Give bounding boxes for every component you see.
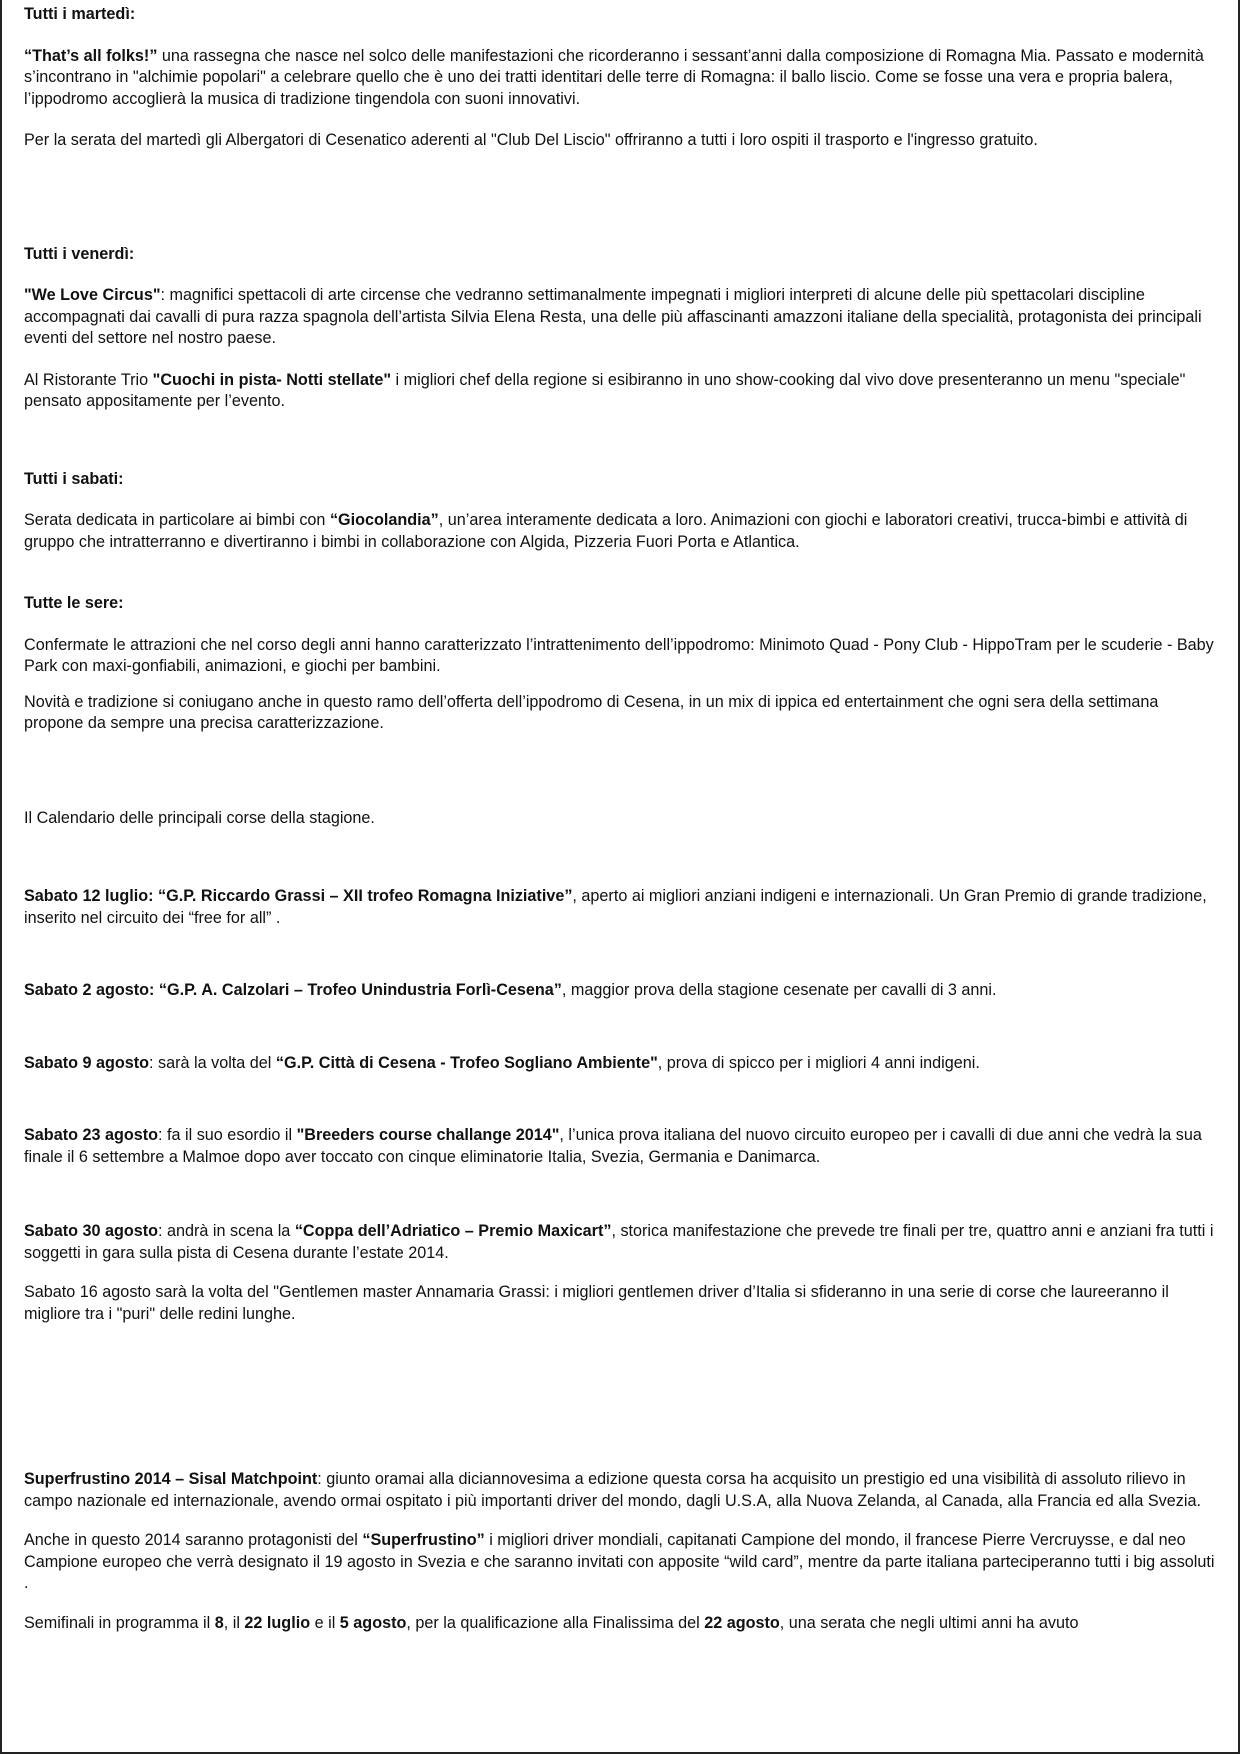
calendar-heading: Il Calendario delle principali corse della stagione.	[24, 808, 375, 827]
event-title: "Cuochi in pista- Notti stellate"	[152, 370, 392, 389]
paragraph-sere-2: Novità e tradizione si coniugano anche in questo ramo dell’offerta dell’ippodromo di Cesena, in un mix di ippica ed entertainment che ogni sera della settimana propone da sempre una precisa caratterizzazione.	[24, 692, 1159, 732]
paragraph-sere-1: Confermate le attrazioni che nel corso degli anni hanno caratterizzato l’intrattenimento dell’ippodromo: Minimoto Quad - Pony Club - HippoTram per le scuderie - Baby Park con maxi-gonfiabili, animazioni, e giochi per bambini.	[24, 635, 1214, 675]
heading-sabati: Tutti i sabati:	[24, 469, 124, 488]
paragraph-sabati-1: Serata dedicata in particolare ai bimbi con “Giocolandia”, un’area interamente dedicata a loro. Animazioni con giochi e laboratori creativi, trucca-bimbi e attività di gruppo che intratterranno e divertiranno i bimbi in collaborazione con Algida, Pizzeria Fuori Porta e Atlantica.	[24, 511, 1188, 551]
calendar-event-16-agosto: Sabato 16 agosto sarà la volta del "Gentlemen master Annamaria Grassi: i migliori gentlemen driver d’Italia si sfideranno in una serie di corse che laureeranno il migliore tra i "puri" delle redini lunghe.	[24, 1283, 1169, 1323]
heading-venerdi: Tutti i venerdì:	[24, 244, 135, 263]
event-title: "We Love Circus"	[24, 286, 161, 304]
calendar-event-30-agosto: Sabato 30 agosto: andrà in scena la “Coppa dell’Adriatico – Premio Maxicart”, storica manifestazione che prevede tre finali per tre, quattro anni e anziani fra tutti i soggetti in gara sulla pista di Cesena durante l’estate 2014.	[24, 1222, 1214, 1262]
calendar-event-2-agosto: Sabato 2 agosto: “G.P. A. Calzolari – Trofeo Unindustria Forlì-Cesena”, maggior prova della stagione cesenate per cavalli di 3 anni.	[24, 981, 997, 999]
paragraph-superfrustino-1: Superfrustino 2014 – Sisal Matchpoint: giunto oramai alla diciannovesima a edizione questa corsa ha acquisito un prestigio ed una visibilità di assoluto rilievo in campo nazionale ed internazionale, avendo ormai ospitato i più importanti driver del mondo, dagli U.S.A, alla Nuova Zelanda, al Canada, alla Francia ed alla Svezia.	[24, 1470, 1201, 1510]
paragraph-superfrustino-3: Semifinali in programma il 8, il 22 luglio e il 5 agosto, per la qualificazione alla Finalissima del 22 agosto, una serata che negli ultimi anni ha avuto	[24, 1613, 1079, 1632]
heading-sere: Tutte le sere:	[24, 594, 124, 612]
paragraph-venerdi-1: "We Love Circus": magnifici spettacoli di arte circense che vedranno settimanalmente impegnati i migliori interpreti di alcune delle più spettacolari discipline accompagnati dai cavalli di pura razza spagnola dell’artista Silvia Elena Resta, una delle più affascinanti amazzoni italiane della specialità, protagonista dei principali eventi del settore nel nostro paese.	[24, 286, 1202, 347]
calendar-event-23-agosto: Sabato 23 agosto: fa il suo esordio il "Breeders course challange 2014", l’unica prova italiana del nuovo circuito europeo per i cavalli di due anni che vedrà la sua finale il 6 settembre a Malmoe dopo aver toccato con cinque eliminatorie Italia, Svezia, Germania e Danimarca.	[24, 1126, 1202, 1166]
calendar-event-12-luglio: Sabato 12 luglio: “G.P. Riccardo Grassi – XII trofeo Romagna Iniziative”, aperto ai migliori anziani indigeni e internazionali. Un Gran Premio di grande tradizione, inserito nel circuito dei “free for all” .	[24, 887, 1207, 927]
paragraph-superfrustino-2: Anche in questo 2014 saranno protagonisti del “Superfrustino” i migliori driver mondiali, capitanati Campione del mondo, il francese Pierre Vercruysse, e dal neo Campione europeo che verrà designato il 19 agosto in Svezia e che saranno invitati con apposite “wild card”, mentre da parte italiana parteciperanno tutti i big assoluti .	[24, 1531, 1215, 1592]
event-title: “That’s all folks!”	[24, 46, 158, 65]
calendar-event-9-agosto: Sabato 9 agosto: sarà la volta del “G.P. Città di Cesena - Trofeo Sogliano Ambiente", prova di spicco per i migliori 4 anni indigeni.	[24, 1053, 980, 1072]
heading-martedi: Tutti i martedì:	[24, 5, 136, 23]
event-title: “Giocolandia”	[329, 511, 439, 529]
paragraph-venerdi-2: Al Ristorante Trio "Cuochi in pista- Notti stellate" i migliori chef della regione si esibiranno in uno show-cooking dal vivo dove presenteranno un menu "speciale" pensato appositamente per l’evento.	[24, 370, 1186, 410]
paragraph-martedi-2: Per la serata del martedì gli Albergatori di Cesenatico aderenti al "Club Del Liscio" offriranno a tutti i loro ospiti il trasporto e l'ingresso gratuito.	[24, 131, 1038, 149]
paragraph-martedi-1: “That’s all folks!” una rassegna che nasce nel solco delle manifestazioni che ricorderanno i sessant’anni dalla composizione di Romagna Mia. Passato e modernità s’incontrano in "alchimie popolari" a celebrare quello che è uno dei tratti identitari delle terre di Romagna: il ballo liscio. Come se fosse una vera e propria balera, l’ippodromo accoglierà la musica di tradizione tingendola con suoni innovativi.	[24, 46, 1204, 108]
document-body	[24, 4, 1220, 1634]
